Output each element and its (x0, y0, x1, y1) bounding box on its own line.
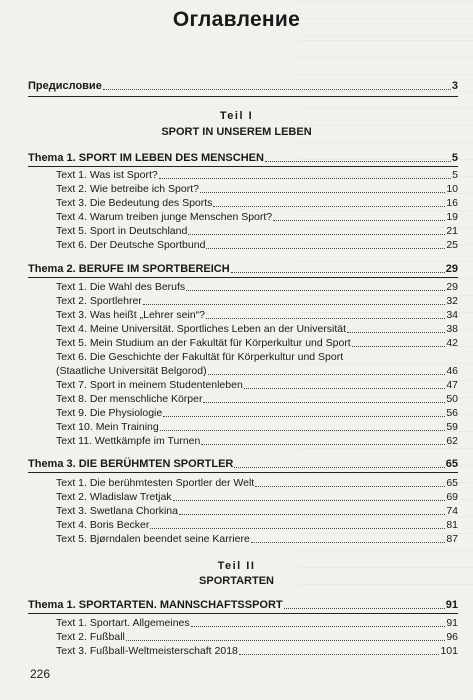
toc-entry-page: 91 (446, 617, 458, 629)
toc-entry-page: 38 (446, 323, 458, 335)
toc-entry-label: Text 6. Der Deutsche Sportbund (56, 239, 206, 251)
leader-dots (150, 528, 445, 529)
toc-entry[interactable] (56, 434, 458, 448)
leader-dots (352, 346, 446, 347)
toc-entry[interactable] (56, 518, 458, 532)
toc-entry-label: Text 3. Was heißt „Lehrer sein“? (56, 309, 205, 321)
leader-dots (143, 304, 446, 305)
toc-entry[interactable] (56, 336, 458, 350)
toc-entry-continuation[interactable] (56, 364, 458, 378)
leader-dots (213, 206, 445, 207)
toc-entry[interactable] (56, 308, 458, 322)
toc-entry[interactable] (56, 532, 458, 546)
toc-entry-page: 29 (446, 281, 458, 293)
toc-entry-label: Text 11. Wettkämpfe im Turnen (56, 435, 201, 447)
toc-entry[interactable] (56, 476, 458, 490)
leader-dots (244, 388, 446, 389)
toc-entry-label: Text 4. Meine Universität. Sportliches Leben an der Universität (56, 323, 347, 335)
toc-entry[interactable] (56, 504, 458, 518)
toc-entry-label: Text 2. Fußball (56, 631, 125, 643)
leader-dots (284, 608, 445, 609)
leader-dots (201, 444, 445, 445)
toc-entry-label: Text 1. Sportart. Allgemeines (56, 617, 190, 629)
toc-entry-page: 96 (446, 631, 458, 643)
leader-dots (186, 290, 445, 291)
toc-entry-label: Text 4. Warum treiben junge Menschen Sport? (56, 211, 273, 223)
toc-entry-preface[interactable] (28, 79, 458, 93)
toc-entry-page: 47 (446, 379, 458, 391)
toc-entry-label: Text 5. Sport in Deutschland (56, 225, 188, 237)
toc-entry[interactable] (56, 294, 458, 308)
toc-entry[interactable] (56, 392, 458, 406)
part-heading: SPORT IN UNSEREM LEBEN (161, 126, 312, 138)
toc-entry-page: 69 (446, 491, 458, 503)
leader-dots (206, 318, 445, 319)
toc-entry[interactable] (56, 182, 458, 196)
toc-entry[interactable] (56, 378, 458, 392)
toc-entry[interactable] (56, 420, 458, 434)
toc-entry-label: (Staatliche Universität Belgorod) (56, 365, 207, 377)
toc-entry-page: 5 (451, 152, 458, 164)
toc-entry-label: Thema 3. DIE BERÜHMTEN SPORTLER (28, 458, 234, 470)
divider (28, 166, 458, 167)
divider (28, 277, 458, 278)
toc-entry-page: 65 (446, 477, 458, 489)
toc-entry-page: 81 (446, 519, 458, 531)
toc-thema-1[interactable] (28, 151, 458, 165)
page-title: Оглавление (172, 8, 301, 31)
toc-entry-label: Text 2. Sportlehrer (56, 295, 142, 307)
leader-dots (160, 430, 446, 431)
toc-entry[interactable] (56, 406, 458, 420)
toc-entry-page: 3 (451, 80, 458, 92)
toc-entry-label: Thema 2. BERUFE IM SPORTBEREICH (28, 263, 230, 275)
toc-entry[interactable] (56, 238, 458, 252)
part-label: Teil I (219, 110, 254, 122)
toc-entry-page: 16 (446, 197, 458, 209)
leader-dots (191, 626, 446, 627)
leader-dots (206, 248, 445, 249)
toc-thema-3[interactable] (28, 457, 458, 471)
toc-thema-sportarten-1[interactable] (28, 598, 458, 612)
leader-dots (163, 416, 445, 417)
toc-entry[interactable] (56, 224, 458, 238)
toc-entry[interactable] (56, 280, 458, 294)
toc-entry[interactable] (56, 630, 458, 644)
toc-entry-label: Text 3. Die Bedeutung des Sports (56, 197, 213, 209)
page-number: 226 (30, 667, 51, 681)
leader-dots (239, 654, 440, 655)
toc-entry-label: Text 4. Boris Becker (56, 519, 150, 531)
toc-entry[interactable] (56, 210, 458, 224)
leader-dots (273, 220, 445, 221)
toc-entry-page: 50 (446, 393, 458, 405)
toc-entry-label: Text 5. Mein Studium an der Fakultät für Körperkultur und Sport (56, 337, 351, 349)
toc-entry-label: Text 6. Die Geschichte der Fakultät für Körperkultur und Sport (56, 351, 344, 363)
part-label: Teil II (217, 560, 256, 572)
toc-entry-page: 21 (446, 225, 458, 237)
toc-entry-page: 46 (446, 365, 458, 377)
toc-entry-label: Text 1. Die berühmtesten Sportler der Welt (56, 477, 255, 489)
leader-dots (179, 514, 445, 515)
leader-dots (173, 500, 446, 501)
leader-dots (188, 234, 445, 235)
toc-entry-page: 10 (446, 183, 458, 195)
toc-entry[interactable] (56, 322, 458, 336)
toc-entry-label: Text 10. Mein Training (56, 421, 159, 433)
toc-entry-label: Предисловие (28, 80, 102, 92)
toc-entry-page: 34 (446, 309, 458, 321)
toc-entry-label: Text 8. Der menschliche Körper (56, 393, 203, 405)
toc-entry[interactable] (56, 490, 458, 504)
toc-entry[interactable] (56, 196, 458, 210)
toc-entry-label: Text 1. Die Wahl des Berufs (56, 281, 186, 293)
toc-entry[interactable] (56, 168, 458, 182)
toc-entry-page: 32 (446, 295, 458, 307)
leader-dots (347, 332, 445, 333)
toc-entry-label: Text 9. Die Physiologie (56, 407, 163, 419)
toc-entry-page: 25 (446, 239, 458, 251)
toc-entry-label: Text 2. Wladislaw Tretjak (56, 491, 172, 503)
leader-dots (265, 161, 451, 162)
toc-entry-label: Text 7. Sport in meinem Studentenleben (56, 379, 243, 391)
toc-entry-page: 19 (446, 211, 458, 223)
divider (28, 472, 458, 473)
toc-entry-page: 87 (446, 533, 458, 545)
toc-entry-label: Text 3. Fußball-Weltmeisterschaft 2018 (56, 645, 238, 657)
toc-entry-label: Text 2. Wie betreibe ich Sport? (56, 183, 199, 195)
toc-entry-label: Thema 1. SPORT IM LEBEN DES MENSCHEN (28, 152, 264, 164)
leader-dots (126, 640, 445, 641)
toc-entry-page: 56 (446, 407, 458, 419)
toc-entry-label: Text 1. Was ist Sport? (56, 169, 158, 181)
toc-entry-page: 91 (445, 599, 458, 611)
toc-thema-2[interactable] (28, 262, 458, 276)
toc-entry-label: Text 3. Swetlana Chorkina (56, 505, 178, 517)
toc-entry-label: Thema 1. SPORTARTEN. MANNSCHAFTSSPORT (28, 599, 283, 611)
leader-dots (208, 374, 446, 375)
toc-entry-page: 5 (452, 169, 458, 181)
toc-entry[interactable] (56, 644, 458, 658)
leader-dots (251, 542, 446, 543)
toc-entry-label: Text 5. Bjørndalen beendet seine Karriere (56, 533, 250, 545)
toc-entry[interactable] (56, 616, 458, 630)
divider (28, 96, 458, 97)
leader-dots (234, 467, 444, 468)
toc-entry-page: 101 (440, 645, 458, 657)
toc-entry-page: 59 (446, 421, 458, 433)
leader-dots (200, 192, 445, 193)
divider (28, 613, 458, 614)
leader-dots (255, 486, 445, 487)
leader-dots (203, 402, 445, 403)
toc-entry-page: 42 (446, 337, 458, 349)
leader-dots (231, 272, 445, 273)
toc-entry-page: 65 (445, 458, 458, 470)
toc-entry[interactable] (56, 350, 458, 364)
toc-entry-page: 29 (445, 263, 458, 275)
leader-dots (103, 89, 451, 90)
toc-entry-page: 62 (446, 435, 458, 447)
part-heading: SPORTARTEN (199, 575, 274, 587)
toc-entry-page: 74 (446, 505, 458, 517)
leader-dots (159, 178, 451, 179)
